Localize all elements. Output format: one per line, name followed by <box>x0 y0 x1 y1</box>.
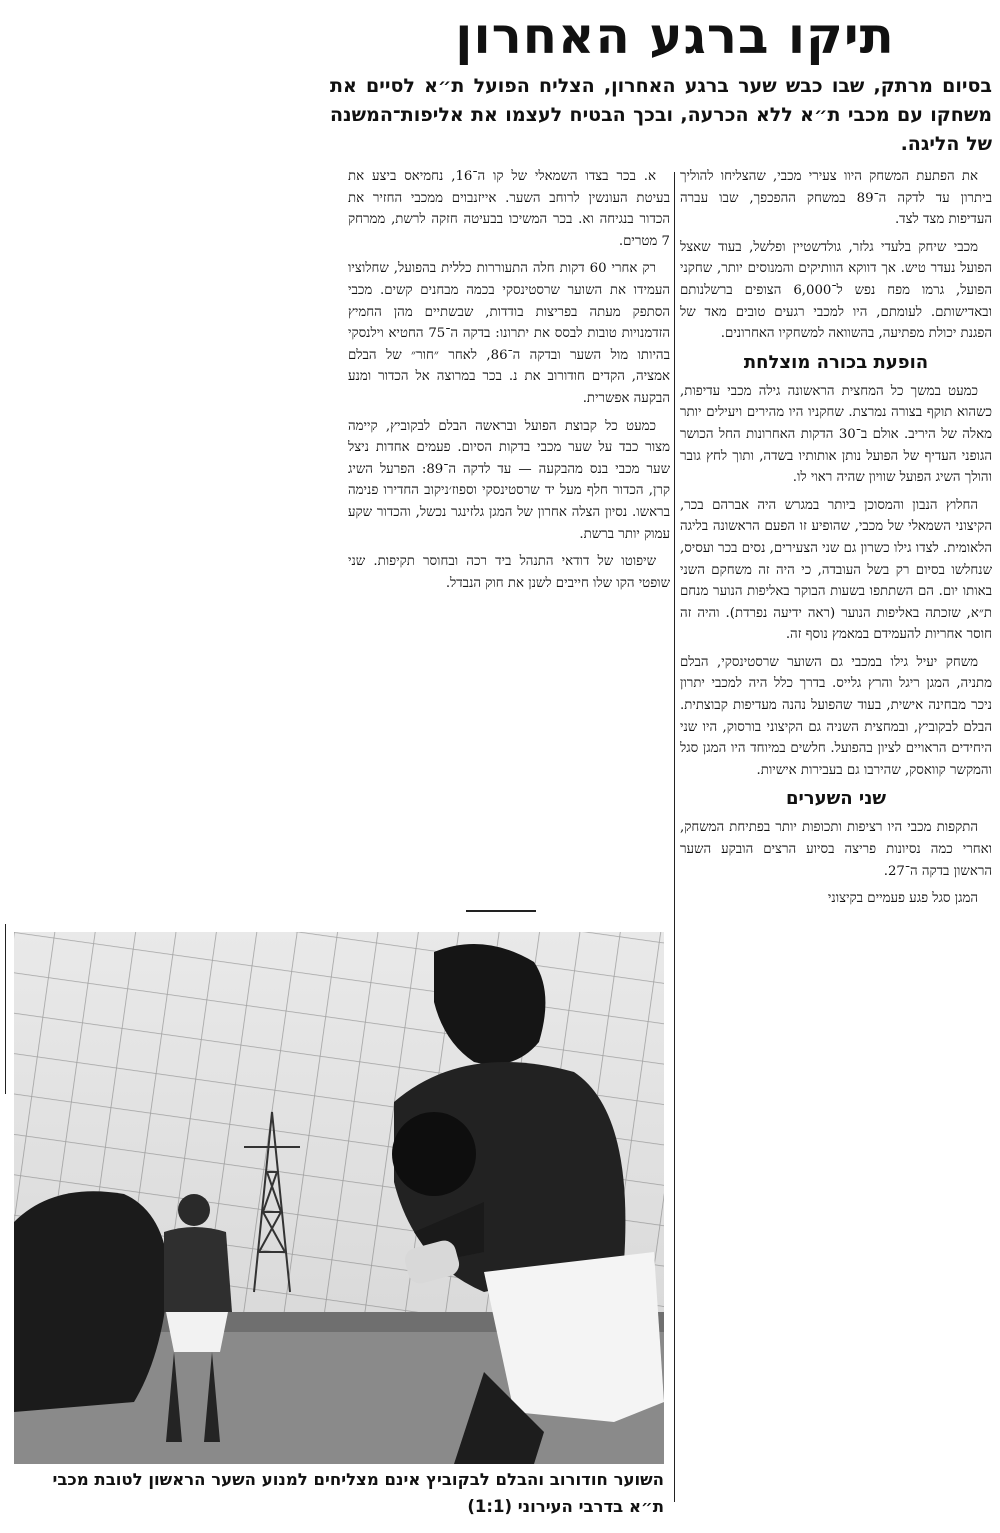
body-paragraph: כמעט כל קבוצת הפועל ובראשה הבלם לבקוביץ, קיימה מצור כבד על שער מכבי בדקות הסיום. פעמים אחדות ניצל שער מכבי בנס מהבקעה — עד לדקה ה־89: הפרעל השיג קרן, הכדור חלף מעל יד שרסטינסקי וספוז׳ניקוב החדירו פנימה בראשו. נסיון הצלה אחרון של המגן גלזינגר נכשל, והכדור שקע עמוק יותר ברשת. <box>348 418 670 542</box>
body-paragraph: התקפות מכבי היו רציפות ותכופות יותר בפתיחת המשחק, ואחרי כמה נסיונות פריצה בסיוע הרצים הובקע השער הראשון בדקה ה־27. <box>680 820 992 879</box>
body-paragraph: את הפתעת המשחק היוו צעירי מכבי, שהצליחו להוליך ביתרון עד לדקה ה־89 במשחק ההפכפך, שבו עברה העדיפות מצד לצד. <box>680 169 992 228</box>
photo-caption: השוער חודורוב והבלם לבקוביץ אינם מצליחים למנוע השער הראשון לטובת מכבי ת״א בדרבי העירוני (1:1) <box>52 1470 664 1516</box>
body-paragraph: רק אחרי 60 דקות חלה התעוררות כללית בהפועל, שחלוציו העמידו את השוער שרסטינסקי בכמה מבחנים קשים. מכבי הסתפק מעתה בפריצות בודדות, שבשתיים מהן החמיץ הזדמנויות טובות לבסס את יתרונו: בדקה ה־75 החטיא וילנסקי בהיותו מול השער ובדקה ה־86, לאחר ״חור״ של הבלם אמציה, הקדים חודורוב את נ. בכר במרוצה אל הכדור ומנע הבקעה אפשרית. <box>348 261 670 406</box>
body-paragraph: המגן סגל פגע פעמיים בקיצוני <box>827 891 978 907</box>
body-paragraph: משחק יעיל גילו במכבי גם השוער שרסטינסקי, הבלם מתניה, המגן ריגל והרץ גלייס. בדרך כלל היה למכבי יתרון ניכר מבחינה אישית, בעוד שהפועל נהנה מעדיפות קבוצתית. הבלם לבקוביץ, ובמחצית השניה גם הקיצוני בורסוק, היו שני היחידים הראויים לציון בהפועל. חלשים במיוחד היו המגן סגל והמקשר קוואסק, שהירבו גם בעבירות אישיות. <box>680 654 992 778</box>
column-rule <box>674 172 675 1502</box>
subheading: שני השערים <box>785 788 887 810</box>
match-photo <box>14 932 664 1464</box>
middle-column <box>348 166 670 896</box>
subheading: הופעת בכורה מוצלחת <box>743 351 929 373</box>
body-paragraph: כמעט במשך כל המחצית הראשונה גילה מכבי עדיפות, כשהוא תוקף בצורה נמרצת. שחקניו היו מהירים ויעילים יותר מאלה של היריב. אולם ב־30 הדקות האחרונות החל הכושר הגופני העדיף של הפועל נותן אותותיו בשדה, ותוך לחץ גובר והולך השיג הפועל שוויון שהיה ראוי לו. <box>680 383 992 486</box>
body-paragraph: החלוץ הנבון והמסוכן ביותר במגרש היה אברהם בכר, הקיצוני השמאלי של מכבי, שהופיע זו הפעם הראשונה בליגה הלאומית. לצדו גילו כשרון גם שני הצעירים, נסים בכר ועסיס, שנחלשו בסיום רק בשל העובדה, כי היה זה משחקם השני באותו יום. הם השתתפו בשעות הבוקר באליפות הנוער מנחם ת״א, שזכתה באליפות הנוער (ראה ידיעה נפרדת). והיה זה חוסר אחריות להעמידם במאמץ נוסף זה. <box>680 497 992 643</box>
section-divider <box>466 910 536 912</box>
right-column <box>680 166 992 1502</box>
headline: תיקו ברגע האחרון <box>455 7 895 65</box>
body-paragraph: מכבי שיחק בלעדי גלזר, גולדשטיין ופלשל, בעוד שאצל הפועל נעדר טיש. אך דווקא הוותיקים והמנוסים יותר, שחקני הפועל, גרמו מפח נפש ל־6,000 הצופים ברשלנותם ובאדישותם. לעומתם, היו למכבי רגעים טובים מאד של הפגנת יכולת מפתיעה, בהשוואה למשחקיו האחרונים. <box>680 239 992 342</box>
body-paragraph: א. בכר בצדו השמאלי של קו ה־16, נחמיאס ביצע את בעיטת העונשין לרוחב השער. אייזנבוים ממכבי החזיר את הכדור בנגיחה וא. בכר המשיכו בבעיטה חזקה לרשת, ממרחק 7 מטרים. <box>348 169 670 249</box>
column-rule <box>5 924 6 1094</box>
lead-paragraph: בסיום מרתק, שבו כבש שער ברגע האחרון, הצליח הפועל ת״א לסיים את משחקו עם מכבי ת״א ללא הכרעה, ובכך הבטיח לעצמו את אליפות־המשנה של הליגה. <box>330 75 992 155</box>
body-paragraph: שיפוטו של דודאי התנהל ביד רכה ובחוסר תקיפות. שני שופטי הקו שלו חייבים לשנן את חוק הנבדל. <box>348 554 670 591</box>
